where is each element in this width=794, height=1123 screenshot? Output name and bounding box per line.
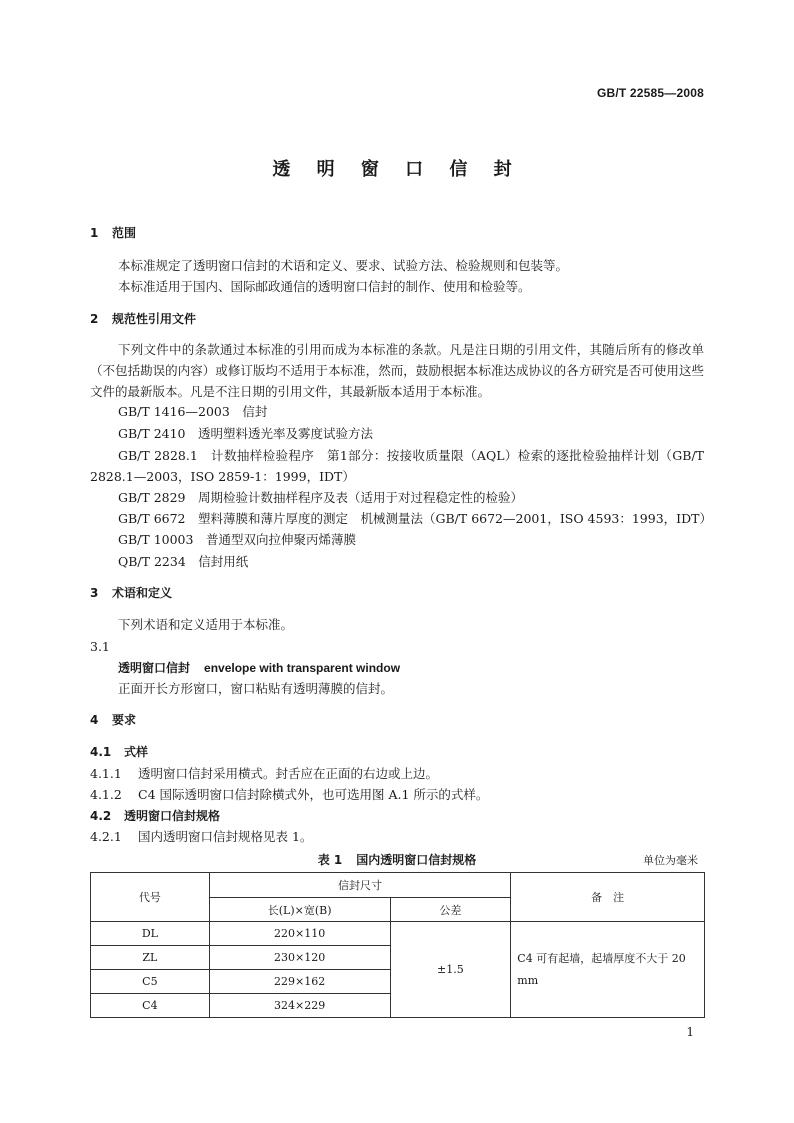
- reference-item: GB/T 10003 普通型双向拉伸聚丙烯薄膜: [118, 532, 356, 547]
- clause-number: 4.1: [90, 745, 112, 759]
- section-1-paragraph-1: 本标准规定了透明窗口信封的术语和定义、要求、试验方法、检验规则和包装等。: [118, 258, 569, 273]
- section-2-intro: 下列文件中的条款通过本标准的引用而成为本标准的条款。凡是注日期的引用文件，其随后所有的修改单（不包括勘误的内容）或修订版均不适用于本标准，然而，鼓励根据本标准达成协议的各方研究是否可使用这些文件的最新版本。凡是不注日期的引用文件，其最新版本适用于本标准。: [90, 342, 704, 399]
- table-unit: 单位为毫米: [643, 854, 698, 867]
- page-title: 透 明 窗 口 信 封: [272, 159, 522, 180]
- clause-number: 4.1.2: [90, 787, 122, 802]
- cell-dims: 220×110: [209, 922, 390, 946]
- cell-dims: 229×162: [209, 970, 390, 994]
- reference-item: GB/T 1416—2003 信封: [118, 404, 268, 419]
- section-number: 2: [90, 312, 99, 326]
- reference-item: GB/T 2410 透明塑料透光率及雾度试验方法: [118, 426, 374, 441]
- clause-number: 4.1.1: [90, 766, 122, 781]
- header-remarks: 备 注: [511, 873, 705, 922]
- reference-item: GB/T 6672 塑料薄膜和薄片厚度的测定 机械测量法（GB/T 6672—2001，ISO 4593：1993，IDT）: [118, 511, 712, 526]
- clause-4-1-1: [90, 766, 438, 782]
- section-2-heading: [90, 311, 196, 327]
- clause-4-1-2: [90, 787, 488, 803]
- term-english: envelope with transparent window: [204, 661, 401, 675]
- header-code: 代号: [91, 873, 210, 922]
- cell-tolerance: ±1.5: [390, 922, 511, 1018]
- document-code: GB/T 22585—2008: [596, 86, 704, 100]
- section-title: 范围: [112, 226, 137, 240]
- cell-code: ZL: [91, 946, 210, 970]
- section-1-heading: [90, 225, 136, 241]
- clause-4-2-heading: [90, 808, 220, 824]
- reference-item: GB/T 2828.1 计数抽样检验程序 第1部分：按接收质量限（AQL）检索的逐批检验抽样计划（GB/T 2828.1—2003，ISO 2859-1：1999，IDT）: [90, 448, 704, 484]
- header-tolerance: 公差: [390, 898, 511, 922]
- reference-item: GB/T 2829 周期检验计数抽样程序及表（适用于对过程稳定性的检验）: [118, 490, 524, 505]
- clause-4-1-heading: [90, 744, 148, 760]
- header-size: 信封尺寸: [209, 873, 511, 898]
- section-number: 1: [90, 226, 99, 240]
- term-definition: 正面开长方形窗口，窗口粘贴有透明薄膜的信封。: [118, 681, 394, 696]
- clause-text: C4 国际透明窗口信封除横式外，也可选用图 A.1 所示的式样。: [138, 787, 489, 802]
- reference-item: QB/T 2234 信封用纸: [118, 554, 249, 569]
- subsection-number: 3.1: [90, 639, 110, 654]
- section-title: 术语和定义: [112, 586, 173, 600]
- clause-text: 国内透明窗口信封规格见表 1。: [138, 829, 313, 844]
- clause-text: 透明窗口信封采用横式。封舌应在正面的右边或上边。: [138, 766, 439, 781]
- cell-code: DL: [91, 922, 210, 946]
- section-3-intro: 下列术语和定义适用于本标准。: [118, 617, 294, 632]
- clause-number: 4.2: [90, 809, 112, 823]
- table-number: 表 1: [317, 853, 343, 867]
- cell-dims: 324×229: [209, 994, 390, 1018]
- cell-code: C5: [91, 970, 210, 994]
- section-title: 规范性引用文件: [112, 312, 197, 326]
- header-dims: 长(L)×宽(B): [209, 898, 390, 922]
- section-number: 3: [90, 586, 99, 600]
- section-title: 要求: [112, 713, 137, 727]
- cell-remarks: C4 可有起墙，起墙厚度不大于 20 mm: [511, 922, 705, 1018]
- page-number: 1: [686, 1025, 694, 1039]
- clause-title: 式样: [124, 745, 149, 759]
- table-title: 国内透明窗口信封规格: [356, 853, 477, 867]
- section-3-heading: [90, 585, 172, 601]
- term-entry: [118, 660, 400, 676]
- clause-title: 透明窗口信封规格: [124, 809, 221, 823]
- cell-dims: 230×120: [209, 946, 390, 970]
- section-4-heading: [90, 712, 136, 728]
- term-chinese: 透明窗口信封: [118, 661, 191, 675]
- section-number: 4: [90, 713, 99, 727]
- table-row: [91, 922, 705, 946]
- section-1-paragraph-2: 本标准适用于国内、国际邮政通信的透明窗口信封的制作、使用和检验等。: [118, 279, 531, 294]
- spec-table: [90, 872, 705, 1018]
- clause-number: 4.2.1: [90, 829, 122, 844]
- clause-4-2-1: [90, 829, 312, 845]
- cell-code: C4: [91, 994, 210, 1018]
